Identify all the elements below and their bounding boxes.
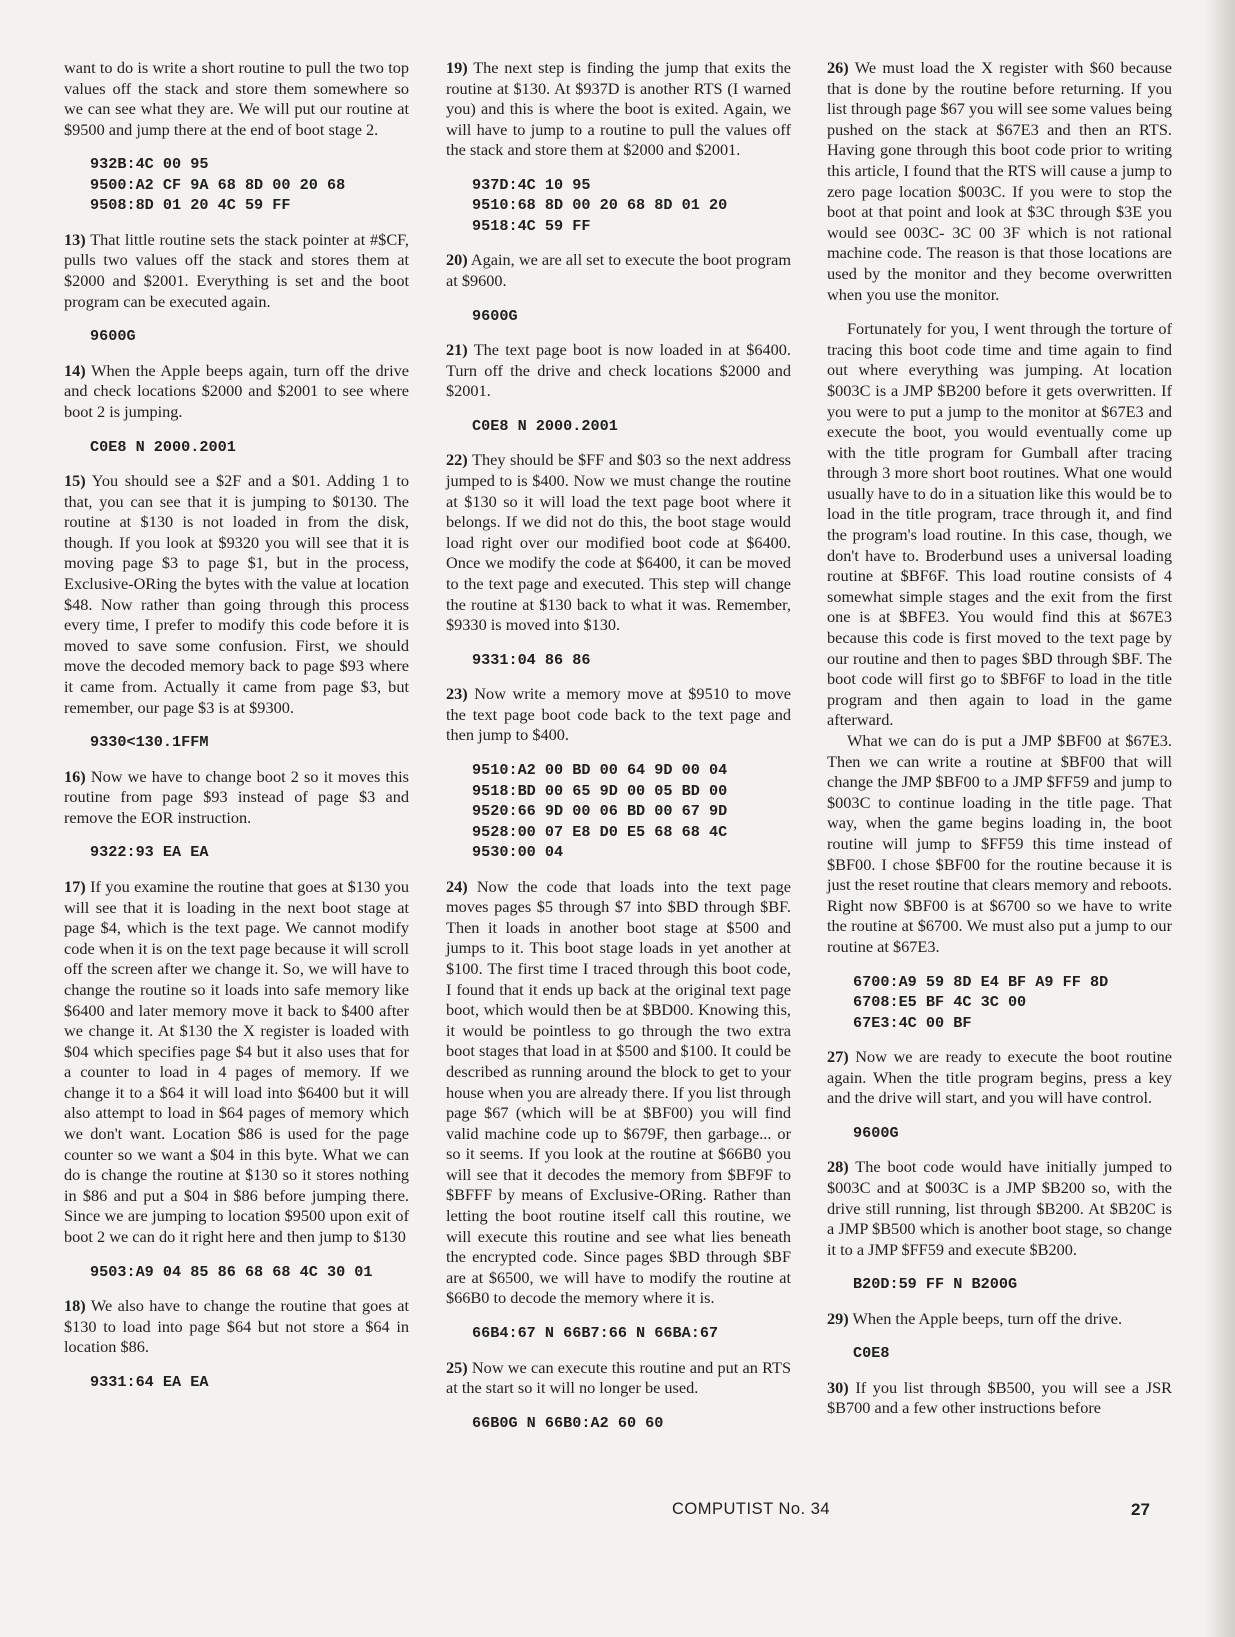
numbered-step (446, 1358, 791, 1399)
step-number: 21) (446, 340, 468, 360)
code-listing: 9331:04 86 86 (472, 650, 591, 669)
numbered-step (827, 58, 1172, 305)
step-number: 25) (446, 1357, 468, 1377)
code-listing: B20D:59 FF N B200G (853, 1275, 1018, 1294)
code-listing: 9330<130.1FFM (90, 733, 209, 752)
code-listing: 66B0G N 66B0:A2 60 60 (472, 1413, 664, 1432)
paragraph-text: That little routine sets the stack pointer at #$CF, pulls two values off the stack and stores them at $2000 and $2001. Everything is set and the boot program can be executed again. (64, 229, 410, 311)
step-number: 22) (446, 450, 468, 470)
step-number: 30) (827, 1377, 849, 1397)
body-paragraph (827, 319, 1172, 731)
code-listing: 9322:93 EA EA (90, 843, 209, 862)
paragraph-text: If you list through $B500, you will see a JSR $B700 and a few other instructions before (827, 1377, 1172, 1418)
code-listing: 9331:64 EA EA (90, 1372, 209, 1391)
step-number: 27) (827, 1047, 849, 1067)
step-number: 13) (64, 229, 86, 249)
step-number: 23) (446, 684, 468, 704)
numbered-step (64, 361, 409, 423)
paragraph-text: The text page boot is now loaded in at $6400. Turn off the drive and check locations $2000 and $2001. (446, 340, 791, 401)
step-number: 24) (446, 876, 468, 896)
numbered-step (827, 1047, 1172, 1109)
numbered-step (64, 471, 409, 718)
numbered-step (446, 450, 791, 635)
paragraph-text: Now the code that loads into the text page moves pages $5 through $7 into $BD through $BF. Then it loads in another boot stage at $500 and jumps to it. This boot stage loads in yet another at $100. The first time I traced through this boot code, I found that it ends up back at the original text page boot, which would then be at $BD00. Knowing this, it would be pointless to go through the two extra boot stages that load in at $500 and $100. It could be described as running around the block to get to your house when you are already there. If you list through page $67 (which will be at $BF00) you will find valid machine code up to $679F, then garbage... or so it seems. If you look at the routine at $66B0 you will see that it decodes the memory from $BF9F to $BFFF by means of Exclusive-ORing. Rather than letting the boot routine itself call this routine, we will execute this routine and see what lies beneath the encrypted code. Since pages $BD through $BF are at $6500, we will have to modify the routine at $66B0 to decode the memory where it is. (446, 876, 791, 1308)
paragraph-text: want to do is write a short routine to pull the two top values off the stack and store them somewhere so we can see what they are. We will put our routine at $9500 and jump there at the end of boot stage 2. (64, 58, 409, 139)
code-listing: C0E8 N 2000.2001 (90, 437, 236, 456)
code-listing: 9600G (90, 327, 136, 346)
footer-page-number: 27 (1131, 1500, 1150, 1519)
numbered-step (827, 1157, 1172, 1260)
paragraph-text: We also have to change the routine that goes at $130 to load into page $64 but not store a $64 in location $86. (64, 1296, 409, 1357)
numbered-step (446, 877, 791, 1309)
paragraph-text: If you examine the routine that goes at $130 you will see that it is loading in the next boot stage at page $4, which is the text page. We cannot modify code when it is on the text page because it will scroll off the screen after we change it. So, we will have to change the routine so it loads into safe memory like $6400 and later memory move it back to $400 after we change it. At $130 the X register is loaded with $04 which specifies page $4 but it also uses that for a counter to load in 4 pages of memory. If we change it to a $64 it will load into $6400 but it will also attempt to load in $64 pages of memory which we don't want. Location $86 is used for the page counter so we want a $04 in this byte. What we can do is change the routine at $130 so it stores nothing in $86 and put a $04 in $86 before jumping there. Since we are jumping to location $9500 upon exit of boot 2 we can do it right here and then jump to $130 (64, 876, 409, 1247)
step-number: 15) (64, 471, 86, 491)
paragraph-text: Now we can execute this routine and put an RTS at the start so it will no longer be used. (446, 1357, 791, 1398)
body-paragraph (64, 58, 409, 140)
code-listing: 9600G (472, 306, 518, 325)
paragraph-text: When the Apple beeps again, turn off the drive and check locations $2000 and $2001 to see where boot 2 is jumping. (64, 360, 409, 421)
paragraph-text: Now write a memory move at $9510 to move the text page boot code back to the text page and then jump to $400. (446, 684, 791, 745)
footer-publication: COMPUTIST No. 34 (672, 1500, 831, 1518)
code-listing: C0E8 N 2000.2001 (472, 416, 618, 435)
step-number: 19) (446, 58, 468, 77)
step-number: 16) (64, 766, 86, 786)
article-column-3 (827, 58, 1172, 1433)
numbered-step (446, 684, 791, 746)
code-listing: 9600G (853, 1123, 899, 1142)
body-paragraph (827, 731, 1172, 958)
code-listing: C0E8 (853, 1344, 890, 1363)
code-listing: 932B:4C 00 95 9500:A2 CF 9A 68 8D 00 20 68 9508:8D 01 20 4C 59 FF (90, 155, 346, 215)
paragraph-text: Again, we are all set to execute the boot program at $9600. (446, 250, 792, 291)
numbered-step (446, 250, 791, 291)
step-number: 18) (64, 1296, 86, 1316)
paragraph-text: Now we have to change boot 2 so it moves this routine from page $93 instead of page $3 and remove the EOR instruction. (64, 766, 409, 827)
page-edge-shadow (1205, 0, 1235, 1637)
article-column-1 (64, 58, 409, 1406)
numbered-step (446, 340, 791, 402)
paragraph-text: Fortunately for you, I went through the torture of tracing this boot code time and time again to find out where everything was jumping. At location $003C is a JMP $B200 before it gets overwritten. If you were to put a jump to the monitor at $67E3 and execute the boot, you would eventually come up with the title program for Gumball after tracing through 3 more short boot routines. What one would usually have to do in a situation like this would be to load in the title program, trace through it, and find the program's load routine. In this case, though, we don't have to. Broderbund uses a universal loading routine at $BF6F. This load routine consists of 4 somewhat simple stages and the exit from the first one is at $BFE3. You would find this at $67E3 because this code is first moved to the text page by our routine and then to pages $BD through $BF. The boot code will first go to $BF6F to load in the title program and then again to load in the game afterward. (827, 319, 1172, 730)
step-number: 29) (827, 1308, 849, 1328)
code-listing: 937D:4C 10 95 9510:68 8D 00 20 68 8D 01 20 9518:4C 59 FF (472, 175, 728, 235)
paragraph-text: What we can do is put a JMP $BF00 at $67E3. Then we can write a routine at $BF00 that will change the JMP $BF00 to a JMP $FF59 and jump to $003C to continue loading in the title page. That way, when the game begins loading in, the boot routine will jump to $FF59 this time instead of $BF00. I chose $BF00 for the routine because it is just the reset routine that clears memory and reboots. Right now $BF00 is at $6700 so we have to write the routine at $6700. We must also put a jump to our routine at $67E3. (827, 731, 1172, 956)
code-listing: 9510:A2 00 BD 00 64 9D 00 04 9518:BD 00 65 9D 00 05 BD 00 9520:66 9D 00 06 BD 00 67 9D 9528:00 07 E8 D0 E5 68 68 4C 9530:00 04 (472, 761, 728, 862)
numbered-step (64, 1296, 409, 1358)
step-number: 17) (64, 876, 86, 896)
numbered-step (64, 877, 409, 1248)
paragraph-text: The next step is finding the jump that exits the routine at $130. At $937D is another RTS (I warned you) and this is where the boot is exited. Again, we will have to jump to a routine to pull the values off the stack and store them at $2000 and $2001. (446, 58, 791, 160)
step-number: 14) (64, 360, 86, 380)
step-number: 28) (827, 1157, 849, 1177)
paragraph-text: Now we are ready to execute the boot routine again. When the title program begins, press a key and the drive will start, and you will have control. (827, 1047, 1172, 1108)
numbered-step (64, 767, 409, 829)
numbered-step (827, 1309, 1172, 1330)
step-number: 26) (827, 58, 849, 77)
code-listing: 66B4:67 N 66B7:66 N 66BA:67 (472, 1324, 719, 1343)
paragraph-text: They should be $FF and $03 so the next address jumped to is $400. Now we must change the routine at $130 so it will load the text page boot where it belongs. If we did not do this, the boot stage would load right over our modified boot code at $6400. Once we modify the code at $6400, it can be moved to the text page and executed. This step will change the routine at $130 back to what it was. Remember, $9330 is moved into $130. (446, 450, 792, 635)
paragraph-text: The boot code would have initially jumped to $003C and at $003C is a JMP $B200 so, with the drive still running, list through $B200. At $B20C is a JMP $B500 which is another boot stage, so change it to a JMP $FF59 and execute $B200. (827, 1157, 1172, 1259)
article-column-2 (446, 58, 791, 1447)
step-number: 20) (446, 250, 468, 270)
numbered-step (446, 58, 791, 161)
numbered-step (827, 1378, 1172, 1419)
numbered-step (64, 230, 409, 312)
code-listing: 6700:A9 59 8D E4 BF A9 FF 8D 6708:E5 BF 4C 3C 00 67E3:4C 00 BF (853, 972, 1109, 1032)
paragraph-text: When the Apple beeps, turn off the drive. (852, 1308, 1123, 1328)
code-listing: 9503:A9 04 85 86 68 68 4C 30 01 (90, 1262, 373, 1281)
paragraph-text: You should see a $2F and a $01. Adding 1 to that, you can see that it is jumping to $0130. The routine at $130 is not loaded in from the disk, though. If you look at $9320 you will see that it is moving page $3 to page $1, but in the process, Exclusive-ORing the bytes with the value at location $48. Now rather than going through this process every time, I prefer to modify this code before it is moved to save some confusion. First, we should move the decoded memory back to page $93 where it came from. Actually it came from page $3, but remember, our page $3 is at $9300. (64, 471, 409, 717)
paragraph-text: We must load the X register with $60 because that is done by the routine before returning. If you list through page $67 you will see some values being pushed on the stack at $67E3 and then an RTS. Having gone through this boot code prior to writing this article, I found that the RTS will cause a jump to zero page location $003C. If you were to stop the boot at that point and look at $3C through $3E you would see 003C- 3C 00 3F which is not rational machine code. The reason is that those locations are used by the monitor and they become overwritten when you use the monitor. (827, 58, 1173, 304)
